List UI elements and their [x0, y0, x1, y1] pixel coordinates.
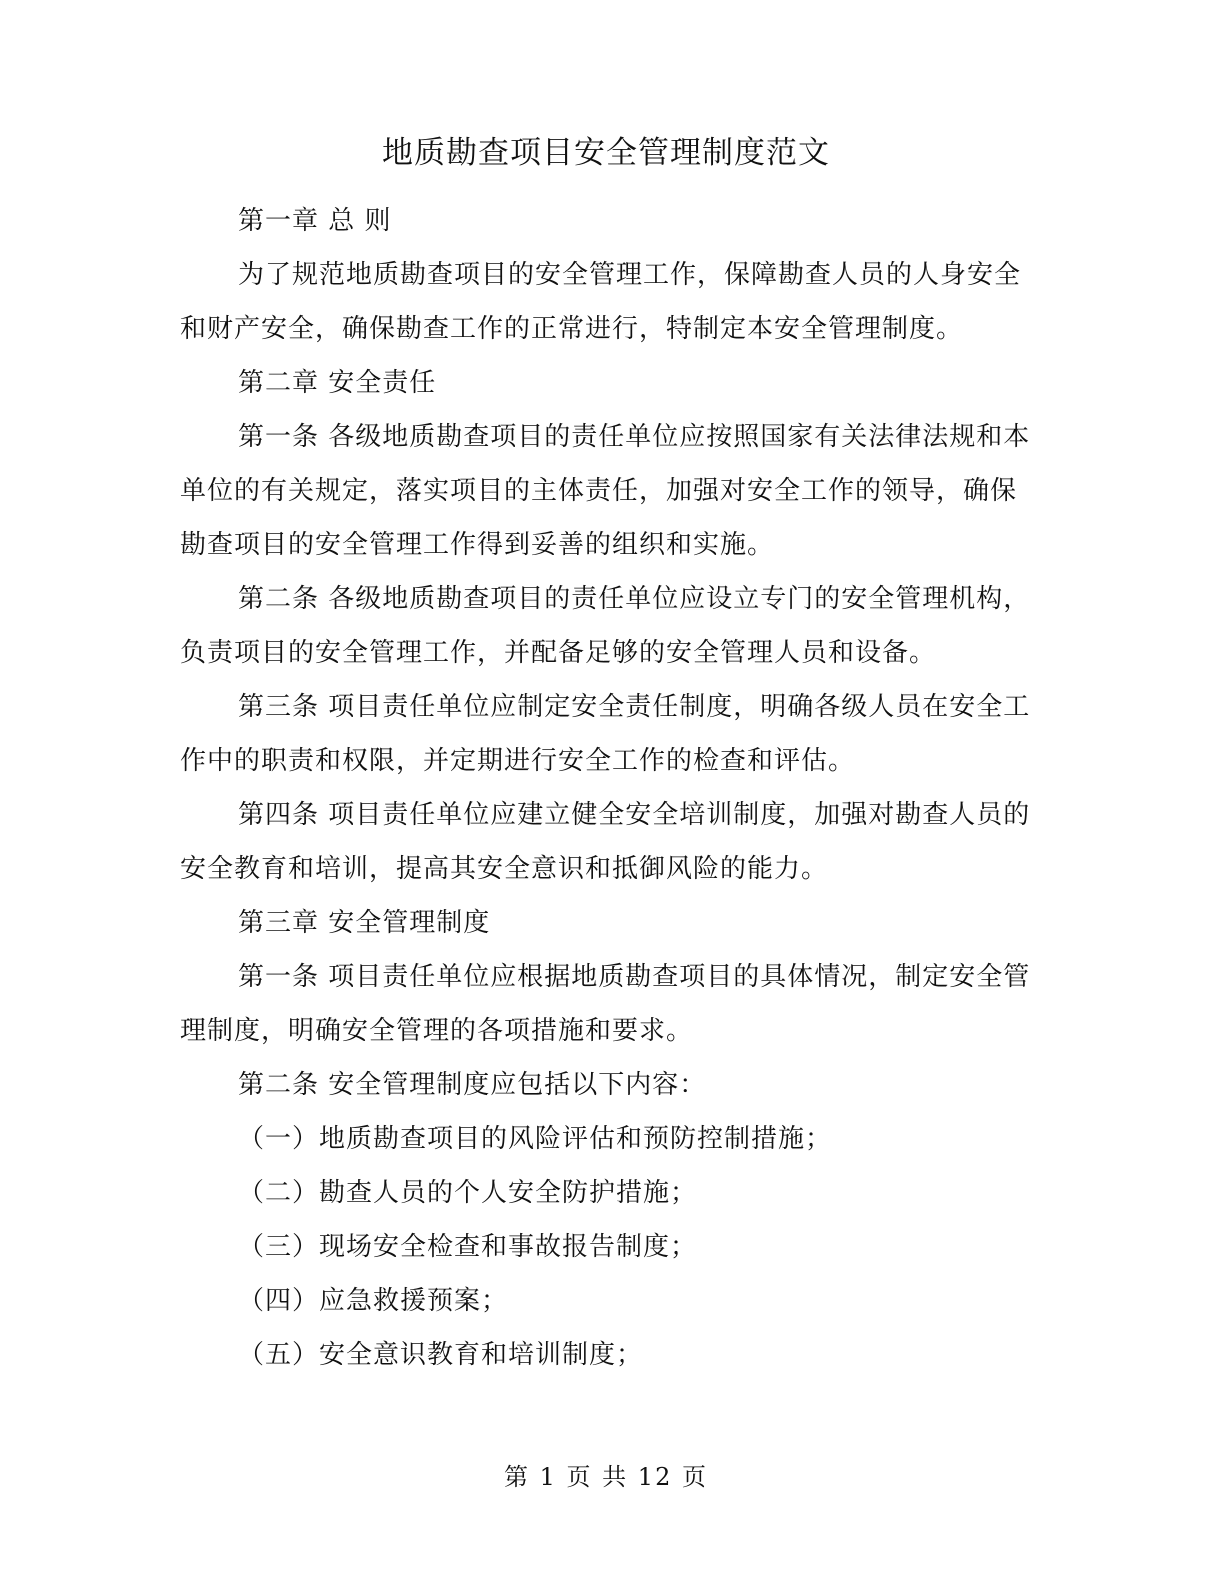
list-item: （三）现场安全检查和事故报告制度；	[238, 1232, 698, 1262]
document-body	[180, 194, 1040, 1382]
page-number-footer: 第 1 页 共 12 页	[504, 1463, 708, 1491]
chapter-heading: 第一章 总 则	[238, 206, 392, 236]
paragraph: 第二条 安全管理制度应包括以下内容：	[238, 1070, 707, 1100]
list-item: （四）应急救援预案；	[238, 1286, 509, 1316]
paragraph: 第三条 项目责任单位应制定安全责任制度，明确各级人员在安全工作中的职责和权限，并定期进行安全工作的检查和评估。	[180, 692, 1031, 776]
chapter-heading: 第三章 安全管理制度	[238, 908, 491, 938]
paragraph: 第一条 项目责任单位应根据地质勘查项目的具体情况，制定安全管理制度，明确安全管理的各项措施和要求。	[180, 962, 1031, 1046]
chapter-heading: 第二章 安全责任	[238, 368, 437, 398]
paragraph: 第二条 各级地质勘查项目的责任单位应设立专门的安全管理机构，负责项目的安全管理工作，并配备足够的安全管理人员和设备。	[180, 584, 1031, 668]
list-item: （一）地质勘查项目的风险评估和预防控制措施；	[238, 1124, 833, 1154]
paragraph: 为了规范地质勘查项目的安全管理工作，保障勘查人员的人身安全和财产安全，确保勘查工作的正常进行，特制定本安全管理制度。	[180, 260, 1022, 344]
document-title: 地质勘查项目安全管理制度范文	[382, 135, 830, 171]
paragraph: 第四条 项目责任单位应建立健全安全培训制度，加强对勘查人员的安全教育和培训，提高其安全意识和抵御风险的能力。	[180, 800, 1031, 884]
paragraph: 第一条 各级地质勘查项目的责任单位应按照国家有关法律法规和本单位的有关规定，落实项目的主体责任，加强对安全工作的领导，确保勘查项目的安全管理工作得到妥善的组织和实施。	[180, 422, 1031, 560]
list-item: （二）勘查人员的个人安全防护措施；	[238, 1178, 698, 1208]
list-item: （五）安全意识教育和培训制度；	[238, 1340, 644, 1370]
